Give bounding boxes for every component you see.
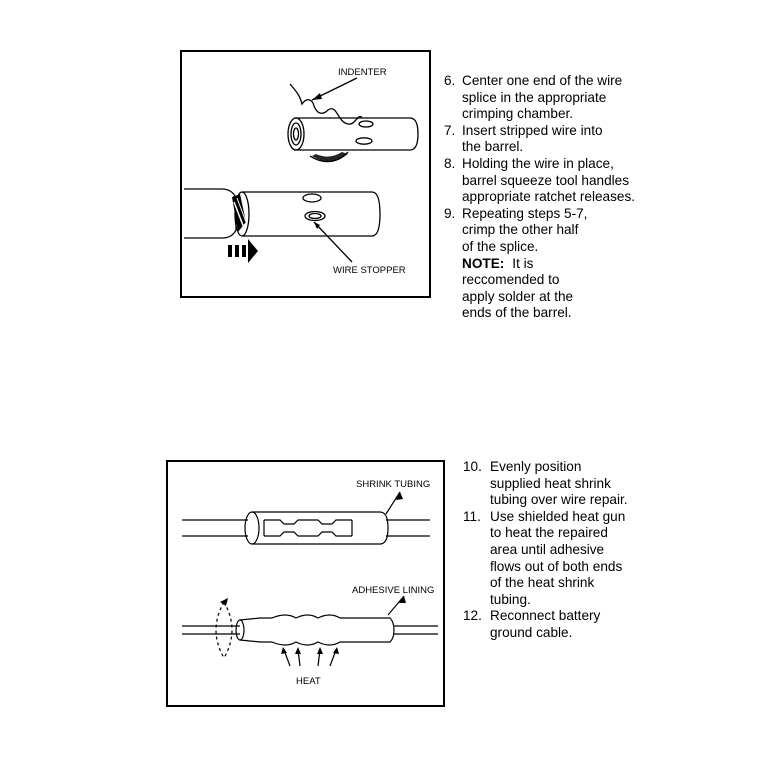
note: NOTE: It is <box>462 255 534 271</box>
heat-shrink-illustration <box>168 462 443 705</box>
step-8: 8. Holding the wire in place, barrel squeeze tool handles appropriate ratchet releases. <box>444 155 636 205</box>
crimp-figure <box>180 50 431 298</box>
shrink-tubing-label: SHRINK TUBING <box>356 479 431 490</box>
heat-shrink-figure <box>166 460 445 707</box>
step-10: 10. Evenly position supplied heat shrink tubing over wire repair. <box>463 459 628 508</box>
indenter-label: INDENTER <box>338 67 387 78</box>
note-label: NOTE: <box>462 255 505 271</box>
step-11: 11. Use shielded heat gun to heat the repaired area until adhesive flows out of both ends of the heat shrink tubing. <box>463 508 626 607</box>
step-7: 7. Insert stripped wire into the barrel. <box>444 122 603 155</box>
wire-stopper-label: WIRE STOPPER <box>333 265 406 276</box>
crimp-illustration <box>182 52 429 296</box>
step-9: 9. Repeating steps 5-7, crimp the other half of the splice. NOTE: It is reccomended to apply solder at the ends of the barrel. <box>444 205 588 321</box>
heat-label: HEAT <box>296 676 321 687</box>
step-12: 12. Reconnect battery ground cable. <box>463 608 601 640</box>
adhesive-lining-label: ADHESIVE LINING <box>352 585 435 596</box>
step-6: 6. Center one end of the wire splice in the appropriate crimping chamber. <box>444 73 623 122</box>
steps-heat-shrink <box>463 459 753 642</box>
steps-crimping <box>444 73 744 322</box>
